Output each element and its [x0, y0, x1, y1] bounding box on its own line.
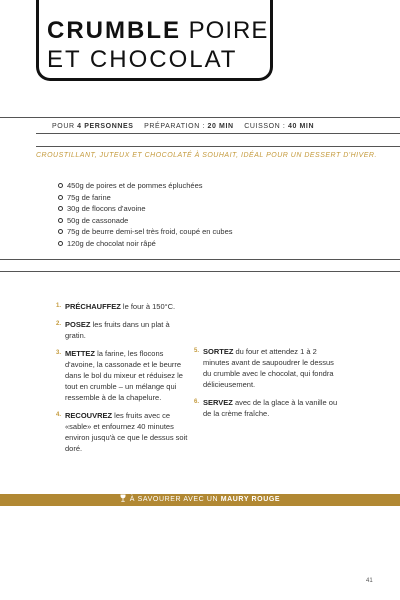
- step-number: 2.: [56, 321, 62, 327]
- bullet-icon: [58, 195, 63, 200]
- persons-value: 4 PERSONNES: [77, 123, 134, 130]
- step-item: [56, 348, 188, 403]
- pairing-prefix: À SAVOURER AVEC UN: [129, 496, 219, 503]
- step-text: avec de la glace à la vanille ou de la crème fraîche.: [203, 398, 338, 418]
- step-item: [194, 346, 344, 390]
- list-item: 75g de beurre demi-sel très froid, coupé en cubes: [58, 226, 233, 238]
- steps-column-left: [56, 301, 188, 461]
- step-item: [56, 301, 188, 312]
- divider-top: [0, 117, 400, 118]
- prep-label: PRÉPARATION :: [144, 123, 205, 130]
- step-number: 1.: [56, 303, 62, 309]
- bullet-icon: [58, 218, 63, 223]
- page-number: 41: [366, 578, 373, 584]
- step-number: 6.: [194, 399, 200, 405]
- divider-steps-top: [0, 271, 400, 272]
- title-word: POIRE: [188, 17, 269, 44]
- step-text: la farine, les flocons d'avoine, la cassonade et le beurre dans le bol du mixeur et réduisez le tout en crumble – un mélange qui ressemble à de la chapelure.: [65, 349, 183, 402]
- pairing-wine: MAURY ROUGE: [220, 496, 281, 503]
- step-verb: PRÉCHAUFFEZ: [65, 302, 121, 311]
- step-verb: METTEZ: [65, 349, 95, 358]
- step-text: le four à 150°C.: [120, 302, 176, 311]
- list-item: 120g de chocolat noir râpé: [58, 238, 233, 250]
- bullet-icon: [58, 183, 63, 188]
- persons-prefix: POUR: [52, 123, 75, 130]
- cook-label: CUISSON :: [244, 123, 286, 130]
- list-item: 50g de cassonade: [58, 215, 233, 227]
- step-number: 4.: [56, 412, 62, 418]
- pairing-text: [0, 494, 400, 507]
- step-verb: POSEZ: [65, 320, 91, 329]
- step-item: [56, 410, 188, 454]
- step-verb: SORTEZ: [203, 347, 234, 356]
- divider-ingredients-bottom: [0, 259, 400, 260]
- pairing-banner: [0, 494, 400, 506]
- recipe-meta: [52, 123, 314, 130]
- step-item: [56, 319, 188, 341]
- step-text: les fruits dans un plat à gratin.: [65, 320, 170, 340]
- list-item: 450g de poires et de pommes épluchées: [58, 180, 233, 192]
- bullet-icon: [58, 206, 63, 211]
- divider-tagline-top: [36, 146, 400, 147]
- step-text: les fruits avec ce «sable» et enfournez 40 minutes environ jusqu'à ce que le dessus soit doré.: [65, 411, 188, 453]
- ingredient-list: [58, 180, 233, 250]
- list-item: 30g de flocons d'avoine: [58, 203, 233, 215]
- step-verb: RECOUVREZ: [65, 411, 113, 420]
- recipe-title-line2: ET CHOCOLAT: [47, 46, 238, 73]
- bullet-icon: [58, 241, 63, 246]
- cook-value: 40 MIN: [287, 123, 315, 130]
- step-item: [194, 397, 344, 419]
- step-text: du four et attendez 1 à 2 minutes avant de saupoudrer le dessus du crumble avec le chocolat, qui fondra délicieusement.: [203, 347, 334, 389]
- title-bold-word: CRUMBLE: [47, 17, 181, 44]
- step-verb: SERVEZ: [203, 398, 233, 407]
- recipe-title-line1: [47, 18, 268, 44]
- list-item: 75g de farine: [58, 192, 233, 204]
- prep-value: 20 MIN: [207, 123, 234, 130]
- recipe-tagline: CROUSTILLANT, JUTEUX ET CHOCOLATÉ À SOUHAIT, IDÉAL POUR UN DESSERT D'HIVER.: [36, 152, 377, 159]
- step-number: 3.: [56, 350, 62, 356]
- wine-glass-icon: [120, 494, 126, 507]
- divider-meta-bottom: [36, 133, 400, 134]
- steps-column-right: [194, 346, 344, 426]
- step-number: 5.: [194, 348, 200, 354]
- bullet-icon: [58, 229, 63, 234]
